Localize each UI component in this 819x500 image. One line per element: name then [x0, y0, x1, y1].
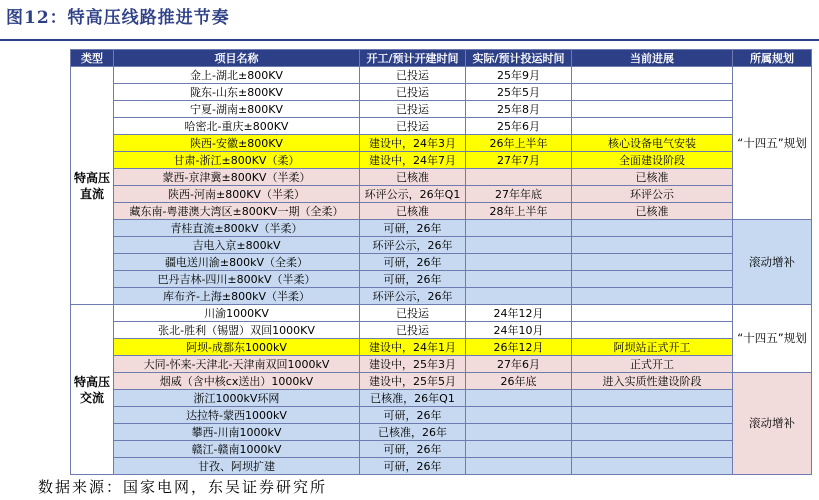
start-time-cell: 可研，26年	[360, 254, 466, 271]
status-cell	[572, 254, 733, 271]
project-name-cell: 吉电入京±800kV	[114, 237, 360, 254]
start-time-cell: 建设中，24年7月	[360, 152, 466, 169]
operation-time-cell: 24年10月	[466, 322, 572, 339]
col-header-operation: 实际/预计投运时间	[466, 50, 572, 67]
project-name-cell: 张北-胜利（锡盟）双回1000KV	[114, 322, 360, 339]
status-cell: 进入实质性建设阶段	[572, 373, 733, 390]
operation-time-cell: 27年7月	[466, 152, 572, 169]
start-time-cell: 已核准，26年	[360, 424, 466, 441]
operation-time-cell: 27年6月	[466, 356, 572, 373]
start-time-cell: 已投运	[360, 322, 466, 339]
source-note: 数据来源：国家电网，东吴证券研究所	[38, 478, 328, 496]
start-time-cell: 已核准	[360, 169, 466, 186]
table-row	[71, 203, 812, 220]
project-name-cell: 疆电送川渝±800kV（全柔）	[114, 254, 360, 271]
operation-time-cell: 25年6月	[466, 118, 572, 135]
start-time-cell: 已投运	[360, 101, 466, 118]
operation-time-cell: 25年9月	[466, 67, 572, 84]
start-time-cell: 环评公示，26年Q1	[360, 186, 466, 203]
project-name-cell: 甘肃-浙江±800KV（柔）	[114, 152, 360, 169]
table-row	[71, 169, 812, 186]
table-row	[71, 441, 812, 458]
start-time-cell: 已投运	[360, 84, 466, 101]
start-time-cell: 已核准	[360, 203, 466, 220]
operation-time-cell	[466, 441, 572, 458]
table-row	[71, 339, 812, 356]
status-cell	[572, 237, 733, 254]
start-time-cell: 环评公示，26年	[360, 237, 466, 254]
plan-cell: 滚动增补	[733, 373, 812, 475]
start-time-cell: 可研，26年	[360, 220, 466, 237]
project-name-cell: 赣江-赣南1000kV	[114, 441, 360, 458]
operation-time-cell	[466, 407, 572, 424]
status-cell	[572, 407, 733, 424]
operation-time-cell	[466, 424, 572, 441]
start-time-cell: 已投运	[360, 118, 466, 135]
project-name-cell: 攀西-川南1000kV	[114, 424, 360, 441]
status-cell: 环评公示	[572, 186, 733, 203]
status-cell	[572, 322, 733, 339]
project-name-cell: 青桂直流±800kV（半柔）	[114, 220, 360, 237]
start-time-cell: 建设中，25年3月	[360, 356, 466, 373]
start-time-cell: 已核准，26年Q1	[360, 390, 466, 407]
operation-time-cell: 28年上半年	[466, 203, 572, 220]
project-name-cell: 陇东-山东±800KV	[114, 84, 360, 101]
status-cell	[572, 441, 733, 458]
start-time-cell: 可研，26年	[360, 407, 466, 424]
table-row	[71, 254, 812, 271]
table-row	[71, 220, 812, 237]
start-time-cell: 建设中，25年5月	[360, 373, 466, 390]
operation-time-cell: 25年8月	[466, 101, 572, 118]
table-row	[71, 407, 812, 424]
start-time-cell: 已投运	[360, 67, 466, 84]
table-row	[71, 67, 812, 84]
start-time-cell: 可研，26年	[360, 271, 466, 288]
project-name-cell: 甘孜、阿坝扩建	[114, 458, 360, 475]
table-row	[71, 424, 812, 441]
operation-time-cell	[466, 169, 572, 186]
operation-time-cell: 26年上半年	[466, 135, 572, 152]
table-row	[71, 101, 812, 118]
project-name-cell: 阿坝-成都东1000kV	[114, 339, 360, 356]
project-name-cell: 蒙西-京津冀±800KV（半柔）	[114, 169, 360, 186]
status-cell: 正式开工	[572, 356, 733, 373]
start-time-cell: 可研，26年	[360, 458, 466, 475]
table-body	[71, 67, 812, 475]
start-time-cell: 建设中，24年1月	[360, 339, 466, 356]
status-cell: 全面建设阶段	[572, 152, 733, 169]
status-cell	[572, 288, 733, 305]
table-row	[71, 373, 812, 390]
project-name-cell: 库布齐-上海±800kV（半柔）	[114, 288, 360, 305]
status-cell	[572, 458, 733, 475]
operation-time-cell: 25年5月	[466, 84, 572, 101]
table-row	[71, 458, 812, 475]
operation-time-cell: 26年底	[466, 373, 572, 390]
plan-cell: 滚动增补	[733, 220, 812, 305]
status-cell: 阿坝站正式开工	[572, 339, 733, 356]
table-row	[71, 322, 812, 339]
status-cell: 已核准	[572, 169, 733, 186]
start-time-cell: 环评公示，26年	[360, 288, 466, 305]
status-cell	[572, 271, 733, 288]
category-cell: 特高压直流	[71, 67, 114, 305]
operation-time-cell	[466, 254, 572, 271]
table-row	[71, 237, 812, 254]
table-row	[71, 271, 812, 288]
project-name-cell: 巴丹吉林-四川±800kV（半柔）	[114, 271, 360, 288]
title-rule	[0, 39, 819, 41]
project-name-cell: 藏东南-粤港澳大湾区±800KV一期（全柔）	[114, 203, 360, 220]
status-cell	[572, 67, 733, 84]
status-cell	[572, 424, 733, 441]
start-time-cell: 可研，26年	[360, 441, 466, 458]
col-header-plan: 所属规划	[733, 50, 812, 67]
table-row	[71, 305, 812, 322]
table-row	[71, 356, 812, 373]
col-header-type: 类型	[71, 50, 114, 67]
operation-time-cell	[466, 458, 572, 475]
start-time-cell: 已投运	[360, 305, 466, 322]
operation-time-cell	[466, 220, 572, 237]
operation-time-cell	[466, 237, 572, 254]
status-cell	[572, 84, 733, 101]
operation-time-cell: 24年12月	[466, 305, 572, 322]
project-name-cell: 浙江1000kV环网	[114, 390, 360, 407]
operation-time-cell	[466, 390, 572, 407]
table-row	[71, 118, 812, 135]
operation-time-cell	[466, 288, 572, 305]
status-cell: 核心设备电气安装	[572, 135, 733, 152]
table-row	[71, 152, 812, 169]
project-name-cell: 川渝1000KV	[114, 305, 360, 322]
status-cell	[572, 220, 733, 237]
project-name-cell: 烟威（含中核cx送出）1000kV	[114, 373, 360, 390]
status-cell	[572, 305, 733, 322]
table-row	[71, 186, 812, 203]
uhv-project-table	[70, 49, 812, 475]
project-name-cell: 达拉特-蒙西1000kV	[114, 407, 360, 424]
table-row	[71, 390, 812, 407]
plan-cell: “十四五”规划	[733, 305, 812, 373]
header-row	[71, 50, 812, 67]
project-name-cell: 宁夏-湖南±800KV	[114, 101, 360, 118]
category-cell: 特高压交流	[71, 305, 114, 475]
operation-time-cell	[466, 271, 572, 288]
col-header-status: 当前进展	[572, 50, 733, 67]
table-row	[71, 288, 812, 305]
plan-cell: “十四五”规划	[733, 67, 812, 220]
status-cell: 已核准	[572, 203, 733, 220]
table-row	[71, 135, 812, 152]
operation-time-cell: 26年12月	[466, 339, 572, 356]
project-name-cell: 大同-怀来-天津北-天津南双回1000kV	[114, 356, 360, 373]
project-name-cell: 哈密北-重庆±800KV	[114, 118, 360, 135]
figure-title: 图12：特高压线路推进节奏	[6, 8, 230, 28]
status-cell	[572, 390, 733, 407]
col-header-start: 开工/预计开建时间	[360, 50, 466, 67]
status-cell	[572, 118, 733, 135]
operation-time-cell: 27年年底	[466, 186, 572, 203]
status-cell	[572, 101, 733, 118]
table-row	[71, 84, 812, 101]
start-time-cell: 建设中，24年3月	[360, 135, 466, 152]
project-name-cell: 金上-湖北±800KV	[114, 67, 360, 84]
project-name-cell: 陕西-河南±800KV（半柔）	[114, 186, 360, 203]
col-header-project: 项目名称	[114, 50, 360, 67]
project-name-cell: 陕西-安徽±800KV	[114, 135, 360, 152]
